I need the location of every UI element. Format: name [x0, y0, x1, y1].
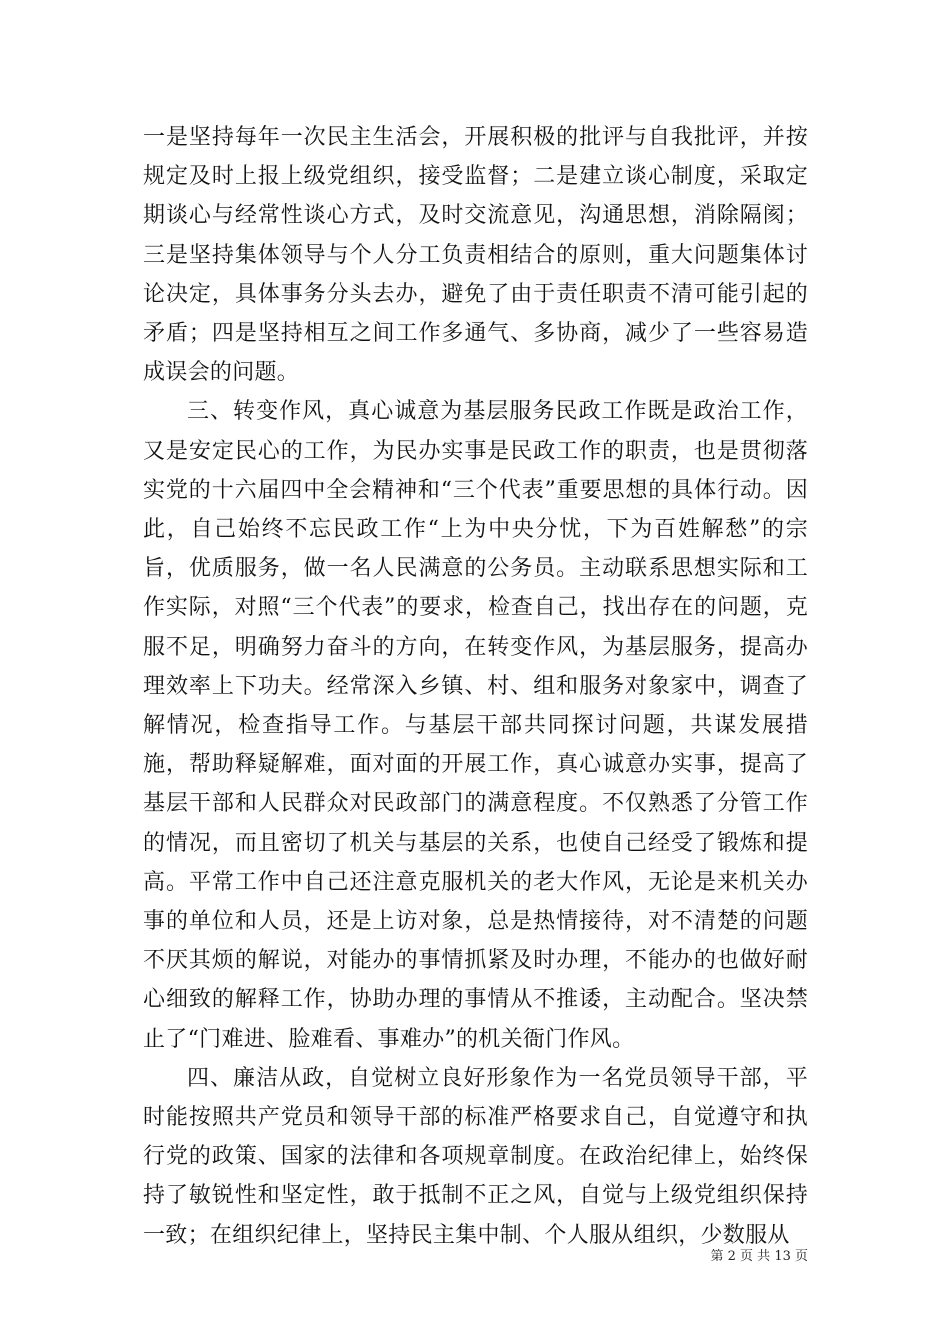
paragraph-1: 一是坚持每年一次民主生活会，开展积极的批评与自我批评，并按规定及时上报上级党组织，接受监督；二是建立谈心制度，采取定期谈心与经常性谈心方式，及时交流意见，沟通思想，消除隔阂；三是坚持集体领导与个人分工负责相结合的原则，重大问题集体讨论决定，具体事务分头去办，避免了由于责任职责不清可能引起的矛盾；四是坚持相互之间工作多通气、多协商，减少了一些容易造成误会的问题。: [143, 125, 808, 386]
page-number-footer: 第 2 页 共 13 页: [710, 1249, 808, 1264]
paragraph-2: 三、转变作风，真心诚意为基层服务民政工作既是政治工作，又是安定民心的工作，为民办实事是民政工作的职责，也是贯彻落实党的十六届四中全会精神和“三个代表”重要思想的具体行动。因此，自己始终不忘民政工作“上为中央分忧，下为百姓解愁”的宗旨，优质服务，做一名人民满意的公务员。主动联系思想实际和工作实际，对照“三个代表”的要求，检查自己，找出存在的问题，克服不足，明确努力奋斗的方向，在转变作风，为基层服务，提高办理效率上下功夫。经常深入乡镇、村、组和服务对象家中，调查了解情况，检查指导工作。与基层干部共同探讨问题，共谋发展措施，帮助释疑解难，面对面的开展工作，真心诚意办实事，提高了基层干部和人民群众对民政部门的满意程度。不仅熟悉了分管工作的情况，而且密切了机关与基层的关系，也使自己经受了锻炼和提高。平常工作中自己还注意克服机关的老大作风，无论是来机关办事的单位和人员，还是上访对象，总是热情接待，对不清楚的问题不厌其烦的解说，对能办的事情抓紧及时办理，不能办的也做好耐心细致的解释工作，协助办理的事情从不推诿，主动配合。坚决禁止了“门难进、脸难看、事难办”的机关衙门作风。: [143, 399, 808, 1052]
document-body: [143, 118, 808, 1255]
paragraph-3: 四、廉洁从政，自觉树立良好形象作为一名党员领导干部，平时能按照共产党员和领导干部的标准严格要求自己，自觉遵守和执行党的政策、国家的法律和各项规章制度。在政治纪律上，始终保持了敏锐性和坚定性，敢于抵制不正之风，自觉与上级党组织保持一致；在组织纪律上，坚持民主集中制、个人服从组织，少数服从: [143, 1065, 808, 1248]
